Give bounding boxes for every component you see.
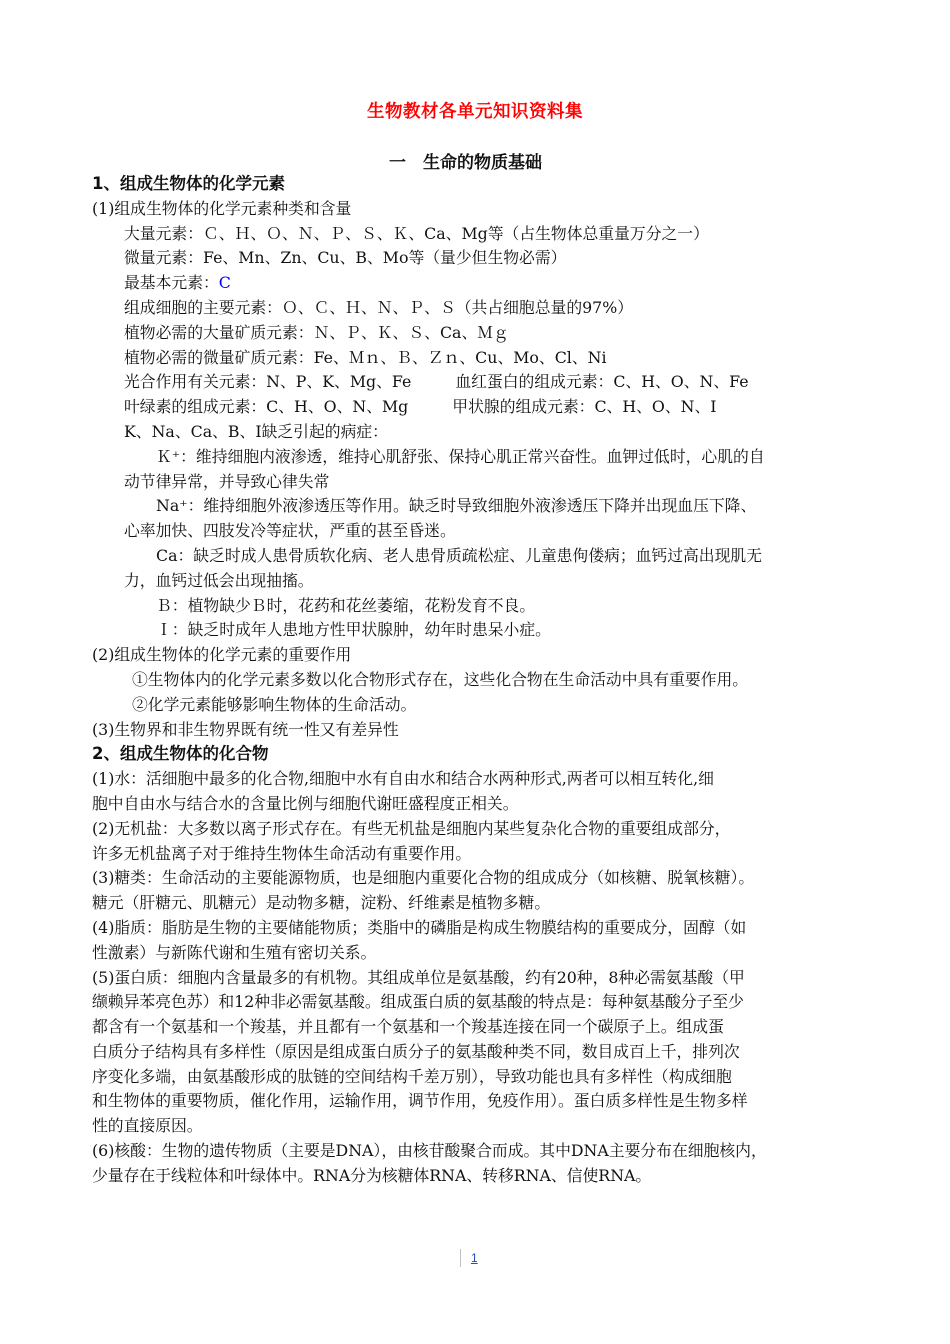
text-line: Ca：缺乏时成人患骨质软化病、老人患骨质疏松症、儿童患佝偻病；血钙过高出现肌无 [156,545,762,565]
text-line: Ｋ⁺：维持细胞内液渗透，维持心肌舒张、保持心肌正常兴奋性。血钾过低时，心肌的自 [156,446,765,466]
text-line: (5)蛋白质：细胞内含量最多的有机物。其组成单位是氨基酸，约有20种，8种必需氨基酸（甲 [92,967,745,987]
section-heading: 2、组成生物体的化合物 [92,744,269,764]
hemoglobin-elements: 血红蛋白的组成元素：C、H、O、N、Fe [455,372,749,392]
text-line [92,271,872,296]
photosynthesis-elements: 光合作用有关元素：N、P、K、Mg、Fe [124,372,412,392]
text-line: ①生物体内的化学元素多数以化合物形式存在，这些化合物在生命活动中具有重要作用。 [132,669,749,689]
subheading: (1)组成生物体的化学元素种类和含量 [92,198,352,218]
text-line: 大量元素：Ｃ、Ｈ、Ｏ、Ｎ、Ｐ、Ｓ、Ｋ、Ca、Mg等（占生物体总重量万分之一） [124,223,709,243]
text-line: 糖元（肝糖元、肌糖元）是动物多糖，淀粉、纤维素是植物多糖。 [92,893,551,913]
text-line [92,395,872,420]
text-line: 胞中自由水与结合水的含量比例与细胞代谢旺盛程度正相关。 [92,793,519,813]
text-line: 性激素）与新陈代谢和生殖有密切关系。 [92,942,377,962]
text-line: (3)糖类：生命活动的主要能源物质，也是细胞内重要化合物的组成成分（如核糖、脱氧核糖）。 [92,868,755,888]
section-heading: 1、组成生物体的化学元素 [92,174,285,193]
text-line: 少量存在于线粒体和叶绿体中。RNA分为核糖体RNA、转移RNA、信使RNA。 [92,1165,652,1185]
text-line: 动节律异常，并导致心律失常 [124,471,330,491]
text-line: 和生物体的重要物质，催化作用，运输作用，调节作用，免疫作用）。蛋白质多样性是生物多样 [92,1091,748,1111]
page-number-link[interactable]: 1 [460,1249,478,1267]
text-line: (2)无机盐：大多数以离子形式存在。有些无机盐是细胞内某些复杂化合物的重要组成部分， [92,818,731,838]
basic-element-label: 最基本元素： [124,273,219,293]
text-line: 都含有一个氨基和一个羧基，并且都有一个氨基和一个羧基连接在同一个碳原子上。组成蛋 [92,1017,724,1037]
text-line: K、Na、Ca、B、I缺乏引起的病症： [124,421,388,441]
text-line: Na⁺：维持细胞外液渗透压等作用。缺乏时导致细胞外液渗透压下降并出现血压下降、 [156,496,757,516]
text-line [92,370,872,395]
text-line: ②化学元素能够影响生物体的生命活动。 [132,694,417,714]
thyroid-elements: 甲状腺的组成元素：C、H、O、N、I [452,397,717,417]
document-body [92,172,872,1189]
text-line: (4)脂质：脂肪是生物的主要储能物质；类脂中的磷脂是构成生物膜结构的重要成分，固醇（如 [92,917,747,937]
text-line: (1)水：活细胞中最多的化合物,细胞中水有自由水和结合水两种形式,两者可以相互转化,细 [92,769,714,789]
text-line: (6)核酸：生物的遗传物质（主要是DNA），由核苷酸聚合而成。其中DNA主要分布在细胞核内， [92,1141,767,1161]
text-line: 植物必需的微量矿质元素：Fe、Ｍｎ、Ｂ、Ｚｎ、Cu、Mo、Cl、Ni [124,347,607,367]
document-title: 生物教材各单元知识资料集 [367,102,583,122]
text-line: 微量元素：Fe、Mn、Zn、Cu、B、Mo等（量少但生物必需） [124,248,567,268]
text-line: 性的直接原因。 [92,1116,203,1136]
text-line: 许多无机盐离子对于维持生物体生命活动有重要作用。 [92,843,472,863]
text-line: 心率加快、四肢发冷等症状，严重的甚至昏迷。 [124,521,456,541]
basic-element-value: C [218,273,231,293]
subheading: (2)组成生物体的化学元素的重要作用 [92,645,352,665]
text-line: Ｉ：缺乏时成年人患地方性甲状腺肿，幼年时患呆小症。 [156,620,551,640]
text-line: 力，血钙过低会出现抽搐。 [124,570,314,590]
text-line: 缬赖异苯亮色苏）和12种非必需氨基酸。组成蛋白质的氨基酸的特点是：每种氨基酸分子至少 [92,992,744,1012]
text-line: 白质分子结构具有多样性（原因是组成蛋白质分子的氨基酸种类不同，数目成百上千，排列次 [92,1041,740,1061]
text-line: 组成细胞的主要元素：Ｏ、Ｃ、Ｈ、Ｎ、Ｐ、Ｓ（共占细胞总量的97%） [124,297,634,317]
text-line: Ｂ：植物缺少Ｂ时，花药和花丝萎缩，花粉发育不良。 [156,595,536,615]
text-line: 植物必需的大量矿质元素：Ｎ、Ｐ、Ｋ、Ｓ、Ca、Ｍｇ [124,322,509,342]
chapter-heading: 一 生命的物质基础 [389,153,542,173]
text-line: 序变化多端，由氨基酸形成的肽链的空间结构千差万别），导致功能也具有多样性（构成细胞 [92,1066,732,1086]
subheading: (3)生物界和非生物界既有统一性又有差异性 [92,719,399,739]
chlorophyll-elements: 叶绿素的组成元素：C、H、O、N、Mg [124,397,409,417]
